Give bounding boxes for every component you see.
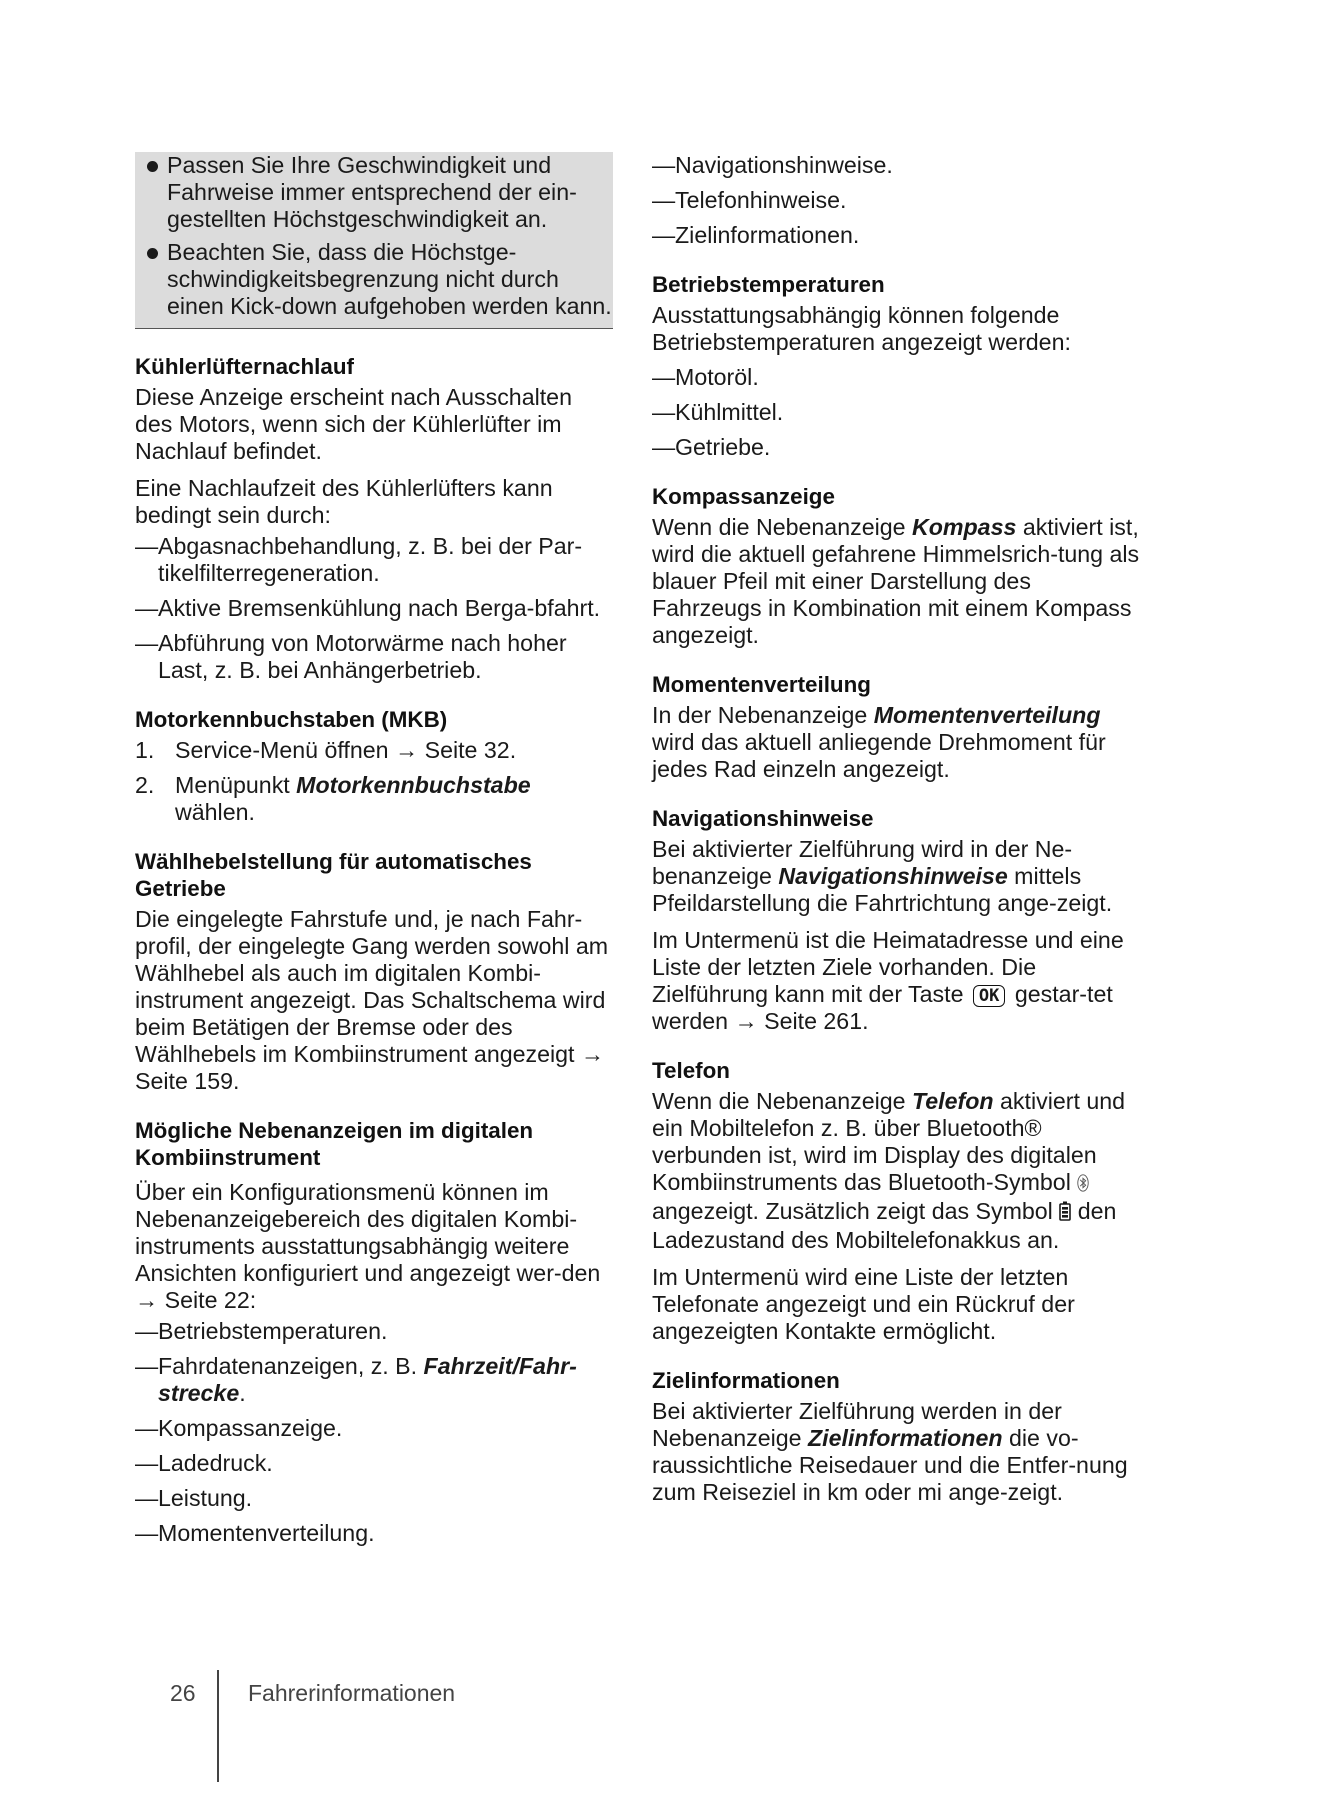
- warning-box: [135, 152, 613, 329]
- paragraph: Eine Nachlaufzeit des Kühlerlüfters kann bedingt sein durch:: [135, 475, 553, 528]
- section-momentenverteilung: [652, 671, 1140, 783]
- list-item: — Kühlmittel.: [652, 399, 784, 425]
- section-heading: Kompassanzeige: [652, 484, 835, 509]
- warning-bullet: [135, 152, 613, 233]
- page-number: 26: [170, 1680, 196, 1706]
- paragraph: Diese Anzeige erscheint nach Ausschalten des Motors, wenn sich der Kühlerlüfter im Nachlauf befindet.: [135, 384, 572, 464]
- bluetooth-icon: [1077, 1171, 1089, 1198]
- list-item: — Abgasnachbehandlung, z. B. bei der Par-tikelfilterregeneration.: [135, 533, 583, 586]
- paragraph: In der Nebenanzeige Momentenverteilung wird das aktuell anliegende Drehmoment für jedes Rad einzeln angezeigt.: [652, 702, 1106, 782]
- list-item: — Momentenverteilung.: [135, 1520, 375, 1546]
- section-kompassanzeige: [652, 483, 1140, 649]
- section-heading: Mögliche Nebenanzeigen im digitalen Kombiinstrument: [135, 1118, 534, 1170]
- paragraph: Bei aktivierter Zielführung wird in der Ne-benanzeige Navigationshinweise mittels Pfeildarstellung die Fahrtrichtung ange-zeigt.: [652, 836, 1113, 916]
- warning-bullet: [135, 239, 613, 320]
- paragraph: Die eingelegte Fahrstufe und, je nach Fahr-profil, der eingelegte Gang werden sowohl am Wählhebel als auch im digitalen Kombi-instrument angezeigt. Das Schaltschema wird beim Betätigen der Bremse oder des Wählhebels im Kombiinstrument angezeigt → Seite 159.: [135, 906, 609, 1094]
- numbered-item: 2. Menüpunkt Motorkennbuchstabe wählen.: [135, 772, 531, 825]
- section-mkb: [135, 706, 613, 826]
- link-text[interactable]: Service-Menü öffnen → Seite 32.: [175, 737, 517, 763]
- footer-divider: [217, 1670, 219, 1782]
- section-waehlhebel: [135, 848, 613, 1095]
- section-heading: Momentenverteilung: [652, 672, 871, 697]
- list-item: — Getriebe.: [652, 434, 771, 460]
- section-heading: Betriebstemperaturen: [652, 272, 885, 297]
- section-heading: Motorkennbuchstaben (MKB): [135, 707, 448, 732]
- list-item: — Fahrdatenanzeigen, z. B. Fahrzeit/Fahr-strecke.: [135, 1353, 577, 1406]
- right-column: [652, 152, 1140, 1528]
- ok-key-icon: OK: [973, 985, 1005, 1007]
- top-list: [652, 152, 1140, 249]
- section-telefon: [652, 1057, 1140, 1345]
- section-navigationshinweise: [652, 805, 1140, 1035]
- bullet-dot: [147, 248, 158, 259]
- paragraph: Über ein Konfigurationsmenü können im Nebenanzeigebereich des digitalen Kombi-instruments ausstattungsabhängig weitere Ansichten konfiguriert und angezeigt wer-den → Seite 22:: [135, 1179, 601, 1313]
- list-item: — Betriebstemperaturen.: [135, 1318, 388, 1344]
- bullet-dot: [147, 161, 158, 172]
- paragraph: Wenn die Nebenanzeige Kompass aktiviert ist, wird die aktuell gefahrene Himmelsrich-tung als blauer Pfeil mit einer Darstellung des Fahrzeugs in Kombination mit einem Kompass angezeigt.: [652, 514, 1140, 648]
- section-kuehlerluefter: [135, 353, 613, 684]
- list-item: — Ladedruck.: [135, 1450, 273, 1476]
- section-heading: Telefon: [652, 1058, 730, 1083]
- section-zielinformationen: [652, 1367, 1140, 1506]
- footer-section-title: Fahrerinformationen: [248, 1680, 456, 1706]
- paragraph: Im Untermenü wird eine Liste der letzten Telefonate angezeigt und ein Rückruf der angezeigten Kontakte ermöglicht.: [652, 1264, 1075, 1344]
- warning-text: Passen Sie Ihre Geschwindigkeit und Fahrweise immer entsprechend der ein-gestellten Höchstgeschwindigkeit an.: [167, 152, 577, 232]
- phone-battery-icon: [1059, 1200, 1071, 1227]
- section-heading: Wählhebelstellung für automatisches Getriebe: [135, 849, 532, 901]
- list-item: — Kompassanzeige.: [135, 1415, 343, 1441]
- list-item: — Abführung von Motorwärme nach hoher Last, z. B. bei Anhängerbetrieb.: [135, 630, 567, 683]
- list-item: — Navigationshinweise.: [652, 152, 893, 178]
- paragraph: Bei aktivierter Zielführung werden in der Nebenanzeige Zielinformationen die vo-raussichtliche Reisedauer und die Entfer-nung zum Reiseziel in km oder mi ange-zeigt.: [652, 1398, 1128, 1505]
- paragraph: Wenn die Nebenanzeige Telefon aktiviert und ein Mobiltelefon z. B. über Bluetooth® verbunden ist, wird im Display des digitalen Kombiinstruments das Bluetooth-Symbol angezeigt. Zusätzlich zeigt das Symbol den Ladezustand des Mobiltelefonakkus an.: [652, 1088, 1126, 1253]
- list-item: — Zielinformationen.: [652, 222, 860, 248]
- list-item: — Leistung.: [135, 1485, 253, 1511]
- paragraph: Ausstattungsabhängig können folgende Betriebstemperaturen angezeigt werden:: [652, 302, 1071, 355]
- section-heading: Kühlerlüfternachlauf: [135, 354, 354, 379]
- left-column: [135, 152, 613, 1569]
- section-heading: Zielinformationen: [652, 1368, 840, 1393]
- list-item: — Aktive Bremsenkühlung nach Berga-bfahrt.: [135, 595, 601, 621]
- paragraph: Im Untermenü ist die Heimatadresse und eine Liste der letzten Ziele vorhanden. Die Zielführung kann mit der Taste OK gestar-tet werden → Seite 261.: [652, 927, 1124, 1034]
- section-heading: Navigationshinweise: [652, 806, 874, 831]
- numbered-item: 1. Service-Menü öffnen → Seite 32.: [135, 737, 517, 763]
- list-item: — Telefonhinweise.: [652, 187, 847, 213]
- list-item: — Motoröl.: [652, 364, 759, 390]
- section-nebenanzeigen: [135, 1117, 613, 1547]
- section-betriebstemperaturen: [652, 271, 1140, 461]
- warning-text: Beachten Sie, dass die Höchstge-schwindigkeitsbegrenzung nicht durch einen Kick-down aufgehoben werden kann.: [167, 239, 612, 319]
